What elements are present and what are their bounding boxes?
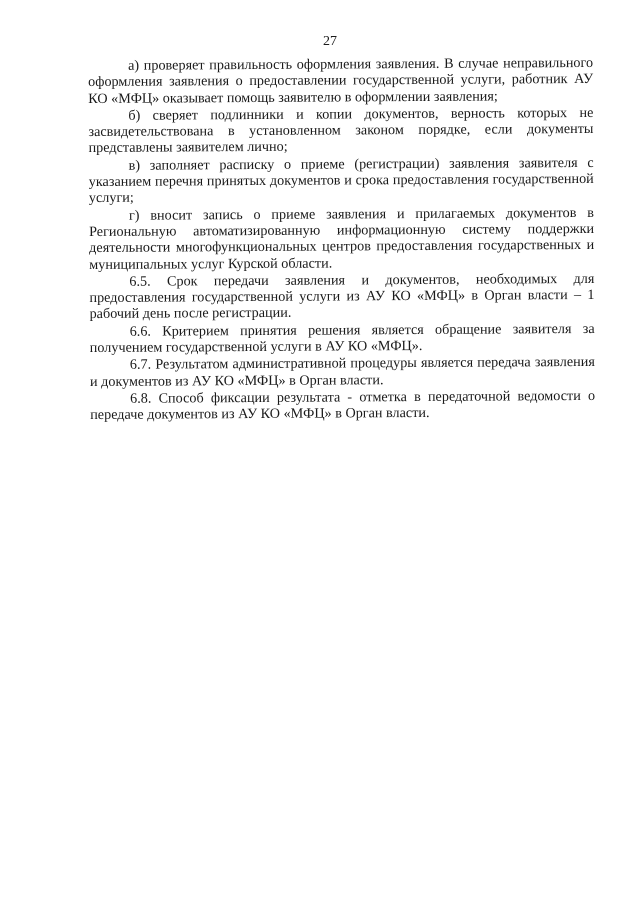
page-number: 27 — [323, 34, 337, 49]
paragraph-register-record: г) вносит запись о приеме заявления и прилагаемых документов в Региональную автоматизированную информационную систему поддержки деятельности многофункциональных центров предоставления государственных и муниципальных услуг Курской области. — [89, 204, 595, 273]
paragraph-fill-receipt: в) заполняет расписку о приеме (регистрации) заявления заявителя с указанием перечня принятых документов и срока предоставления государственной услуги; — [88, 154, 594, 207]
paragraph-6-5: 6.5. Срок передачи заявления и документов, необходимых для предоставления государственной услуги из АУ КО «МФЦ» в Орган власти – 1 рабочий день после регистрации. — [89, 270, 595, 323]
paragraph-6-6: 6.6. Критерием принятия решения является обращение заявителя за получением государственной услуги в АУ КО «МФЦ». — [89, 320, 595, 357]
paragraph-6-8: 6.8. Способ фиксации результата - отметка в передаточной ведомости о передаче документов из АУ КО «МФЦ» в Орган власти. — [90, 387, 596, 424]
paragraph-6-7: 6.7. Результатом административной процедуры является передача заявления и документов из АУ КО «МФЦ» в Орган власти. — [89, 354, 595, 390]
paragraph-check-application: а) проверяет правильность оформления заявления. В случае неправильного оформления заявления о предоставлении государственной услуги, работник АУ КО «МФЦ» оказывает помощь заявителю в оформлении заявления; — [88, 54, 594, 107]
paragraph-verify-originals: б) сверяет подлинники и копии документов, верность которых не засвидетельствована в установленном законом порядке, если документы представлены заявителем лично; — [88, 104, 594, 157]
body-text — [88, 55, 595, 425]
